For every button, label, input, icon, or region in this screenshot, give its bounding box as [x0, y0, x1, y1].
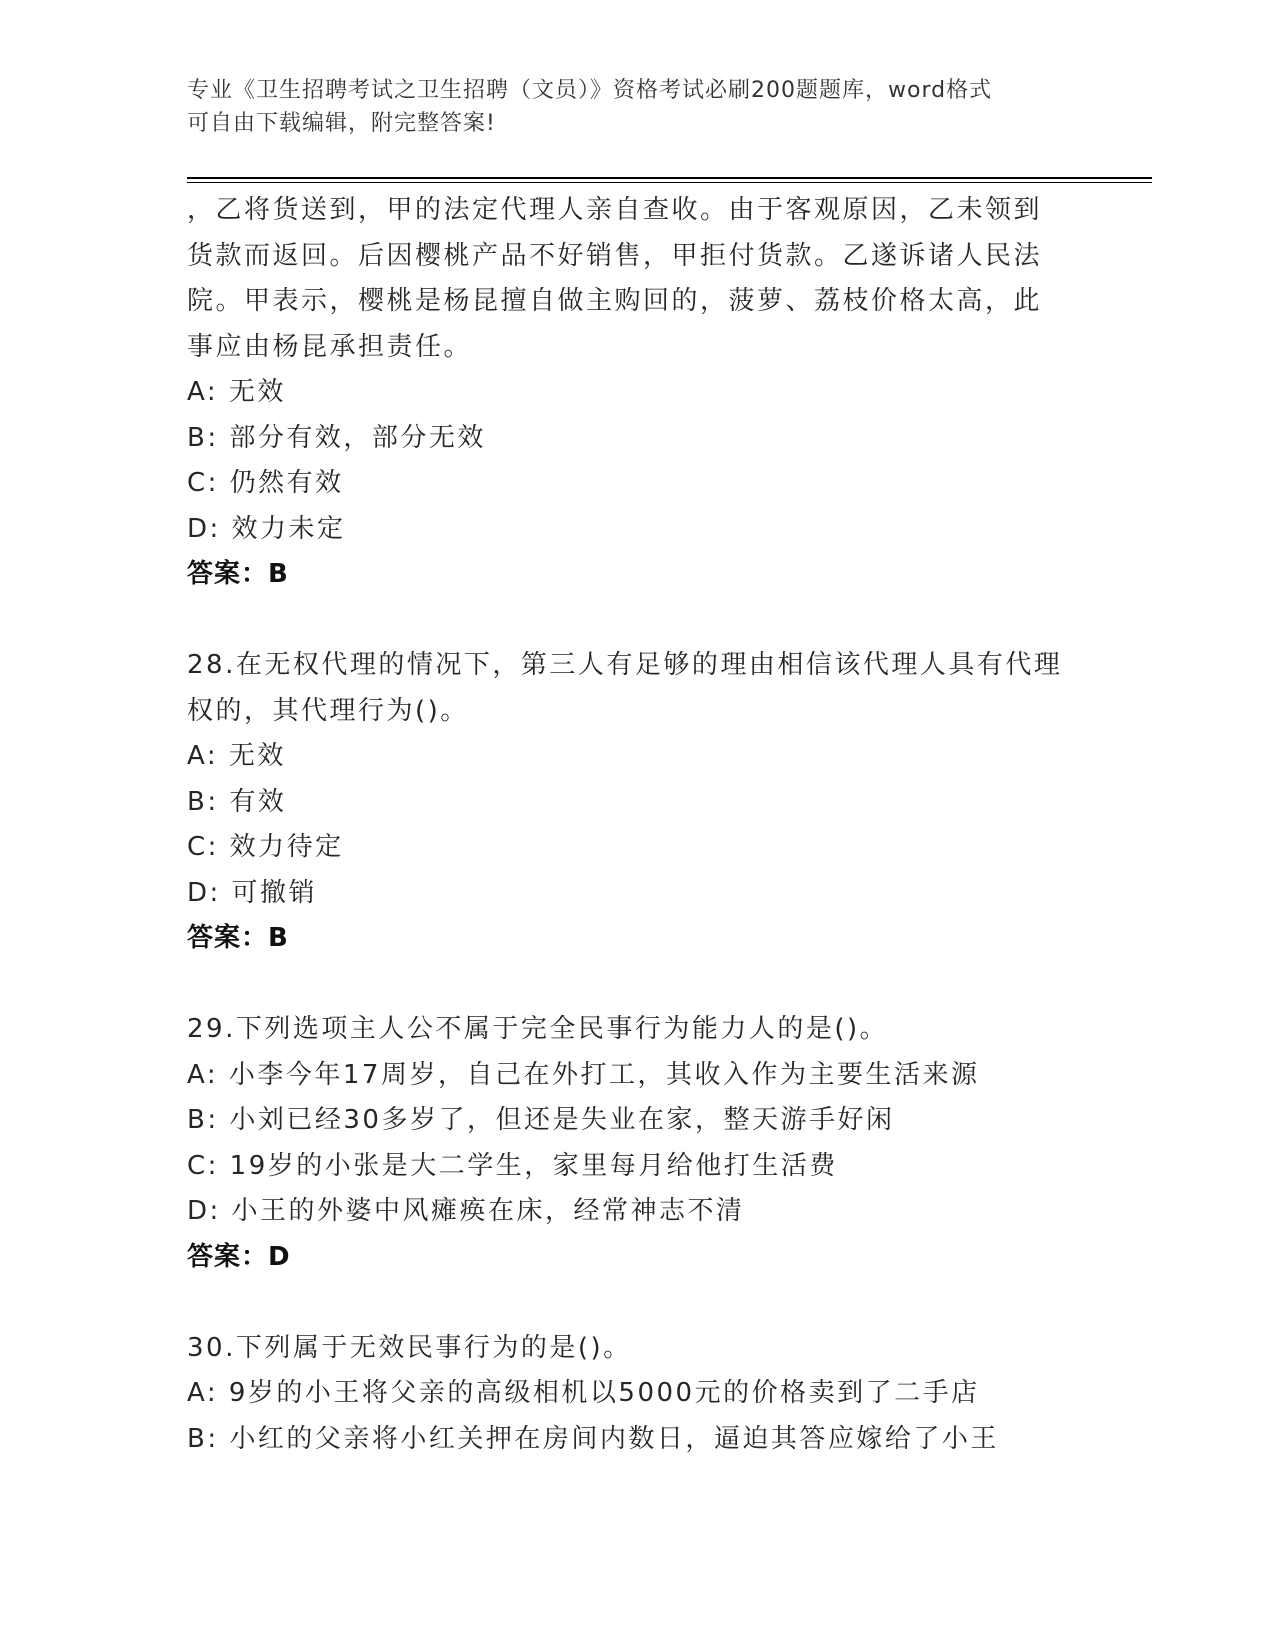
option-a: A: 9岁的小王将父亲的高级相机以5000元的价格卖到了二手店	[187, 1378, 980, 1408]
question-stem-line: 院。甲表示，樱桃是杨昆擅自做主购回的，菠萝、荔枝价格太高，此	[187, 286, 1043, 316]
answer: 答案：D	[187, 1241, 291, 1272]
option-d: D: 可撤销	[187, 877, 318, 908]
option-b: B: 部分有效，部分无效	[187, 422, 486, 453]
answer: 答案：B	[187, 923, 289, 953]
question-stem-line: 29.下列选项主人公不属于完全民事行为能力人的是()。	[187, 1014, 889, 1044]
option-d: D: 小王的外婆中风瘫痪在床，经常神志不清	[187, 1196, 745, 1226]
question-spacer	[187, 1280, 1087, 1326]
document-header	[187, 74, 1087, 140]
question-30	[187, 1326, 1087, 1463]
question-spacer	[187, 962, 1087, 1008]
question-stem-line: ，乙将货送到，甲的法定代理人亲自查收。由于客观原因，乙未领到	[187, 195, 1043, 225]
header-divider-thin	[187, 182, 1152, 183]
option-b: B: 小红的父亲将小红关押在房间内数日，逼迫其答应嫁给了小王	[187, 1423, 999, 1454]
option-b: B: 有效	[187, 786, 287, 817]
document-body	[187, 188, 1087, 1462]
option-d: D: 效力未定	[187, 513, 346, 544]
option-a: A: 无效	[187, 377, 286, 407]
option-b: B: 小刘已经30多岁了，但还是失业在家，整天游手好闲	[187, 1105, 895, 1135]
question-stem-line: 28.在无权代理的情况下，第三人有足够的理由相信该代理人具有代理	[187, 650, 1063, 680]
option-c: C: 效力待定	[187, 832, 344, 862]
answer: 答案：B	[187, 559, 289, 589]
option-c: C: 19岁的小张是大二学生，家里每月给他打生活费	[187, 1150, 838, 1181]
question-stem-line: 30.下列属于无效民事行为的是()。	[187, 1332, 632, 1363]
header-divider-thick	[187, 177, 1152, 179]
question-28	[187, 643, 1087, 962]
option-a: A: 无效	[187, 741, 286, 771]
question-spacer	[187, 598, 1087, 644]
header-line-1: 专业《卫生招聘考试之卫生招聘（文员）》资格考试必刷200题题库，word格式	[187, 78, 993, 103]
question-stem-line: 事应由杨昆承担责任。	[187, 331, 473, 362]
option-c: C: 仍然有效	[187, 468, 344, 498]
question-27	[187, 188, 1087, 598]
option-a: A: 小李今年17周岁，自己在外打工，其收入作为主要生活来源	[187, 1059, 980, 1090]
header-line-2: 可自由下载编辑，附完整答案!	[187, 111, 496, 136]
question-29	[187, 1007, 1087, 1280]
question-stem-line: 权的，其代理行为()。	[187, 695, 469, 726]
question-stem-line: 货款而返回。后因樱桃产品不好销售，甲拒付货款。乙遂诉诸人民法	[187, 240, 1043, 271]
